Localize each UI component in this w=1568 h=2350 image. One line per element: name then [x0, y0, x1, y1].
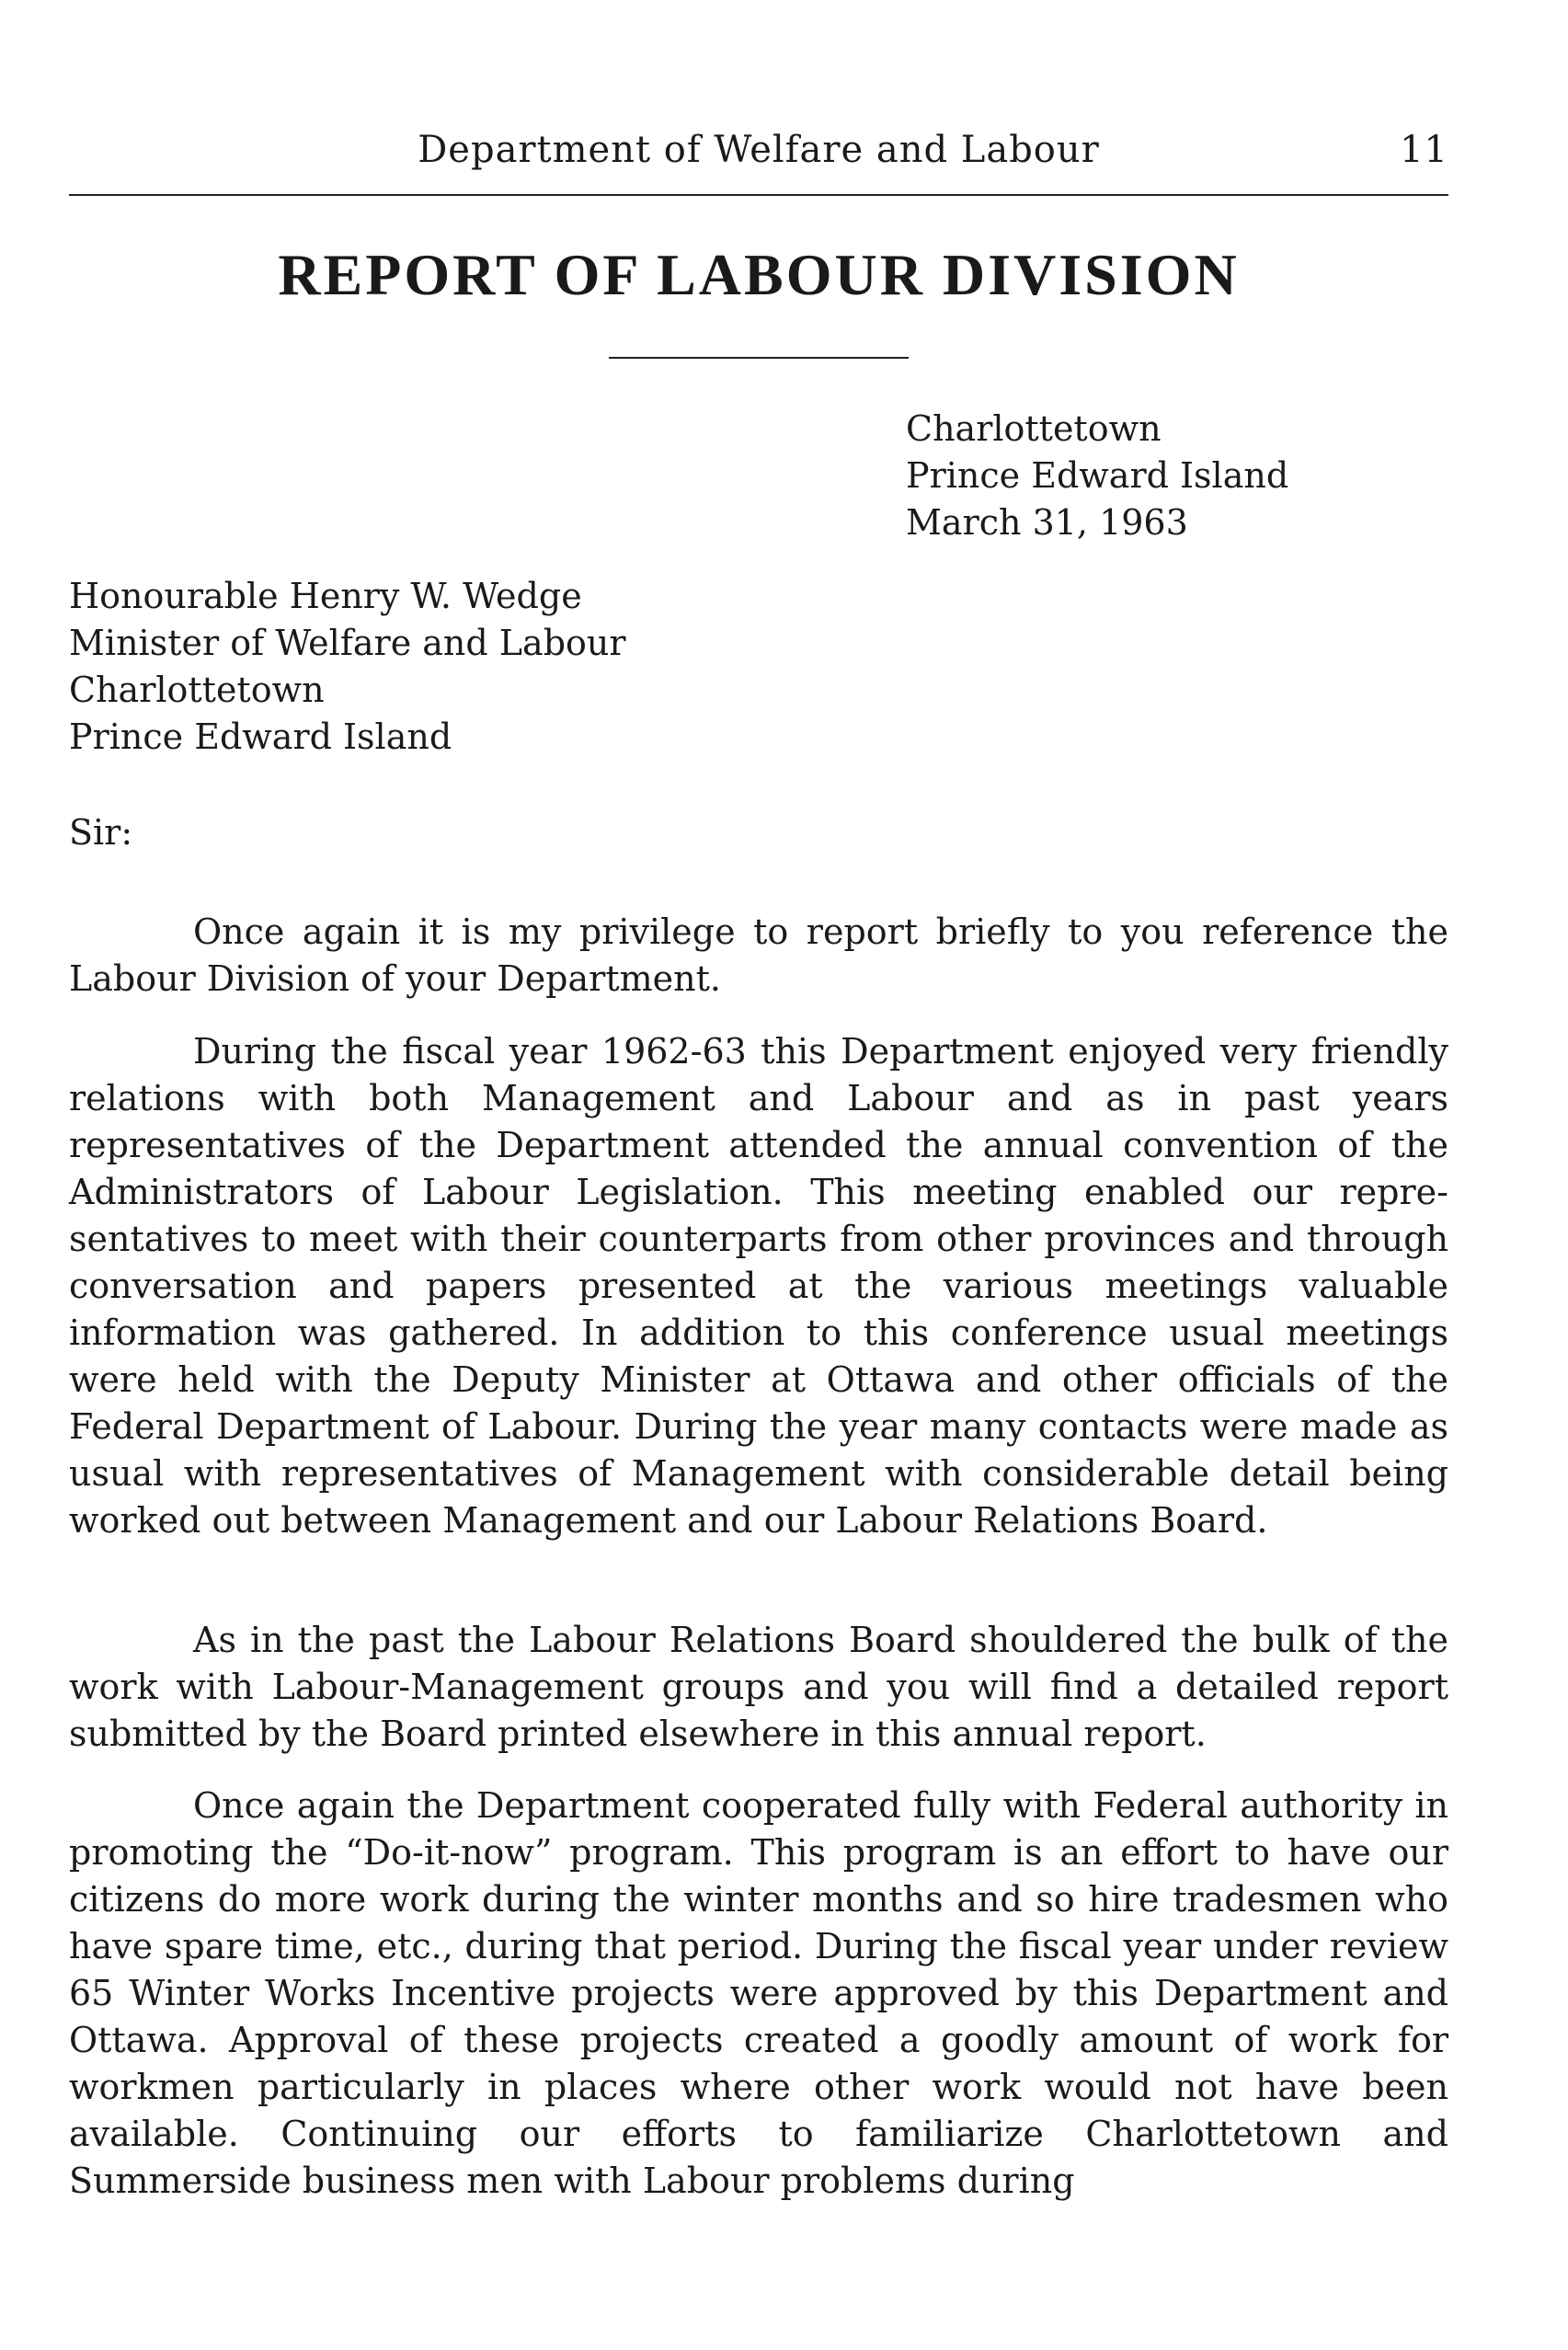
- recipient-title: Minister of Welfare and Labour: [69, 623, 626, 663]
- report-title: REPORT OF LABOUR DIVISION: [278, 242, 1240, 307]
- header-title: Department of Welfare and Labour: [418, 129, 1100, 171]
- body-paragraph: As in the past the Labour Relations Board shouldered the bulk of the work with Labour-Management groups and you will find a detailed report submitted by the Board printed elsewhere in this annual report.: [69, 1620, 1448, 1754]
- recipient-province: Prince Edward Island: [69, 716, 452, 757]
- header-rule: [69, 194, 1448, 196]
- recipient-name: Honourable Henry W. Wedge: [69, 576, 582, 616]
- sender-city: Charlottetown: [906, 408, 1162, 449]
- sender-province: Prince Edward Island: [906, 455, 1289, 496]
- title-rule: [609, 357, 909, 359]
- letter-date: March 31, 1963: [906, 502, 1188, 543]
- salutation: Sir:: [69, 812, 133, 853]
- body-paragraph: Once again the Department cooperated fully with Federal authority in promoting the “Do-it-now” program. This program is an effort to have our citizens do more work during the winter months and so hire tradesmen who have spare time, etc., during that period. During the fiscal year under review 65 Winter Works Incentive projects were approved by this Department and Ottawa. Approval of these projects created a goodly amount of work for workmen particularly in places where other work would not have been available. Continuing our efforts to familiarize Charlottetown and Summerside business men with Labour problems during: [69, 1785, 1448, 2201]
- sender-address: [906, 406, 1288, 546]
- page-number: 11: [1400, 129, 1448, 171]
- recipient-address: [69, 573, 626, 761]
- recipient-city: Charlottetown: [69, 670, 325, 710]
- running-header: [69, 129, 1448, 180]
- body-paragraph: During the fiscal year 1962-63 this Department enjoyed very friendly relations with both Management and Labour and as in past years representatives of the Department attended the annual convention of the Administrators of Labour Legislation. This meeting enabled our representatives to meet with their counterparts from other provinces and through conversation and papers presented at the various meetings valuable information was gathered. In addition to this conference usual meetings were held with the Deputy Minister at Ottawa and other officials of the Federal Department of Labour. During the year many contacts were made as usual with representatives of Management with considerable detail being worked out between Management and our Labour Relations Board.: [69, 1031, 1448, 1541]
- body-paragraph: Once again it is my privilege to report briefly to you reference the Labour Division of your Department.: [69, 911, 1448, 999]
